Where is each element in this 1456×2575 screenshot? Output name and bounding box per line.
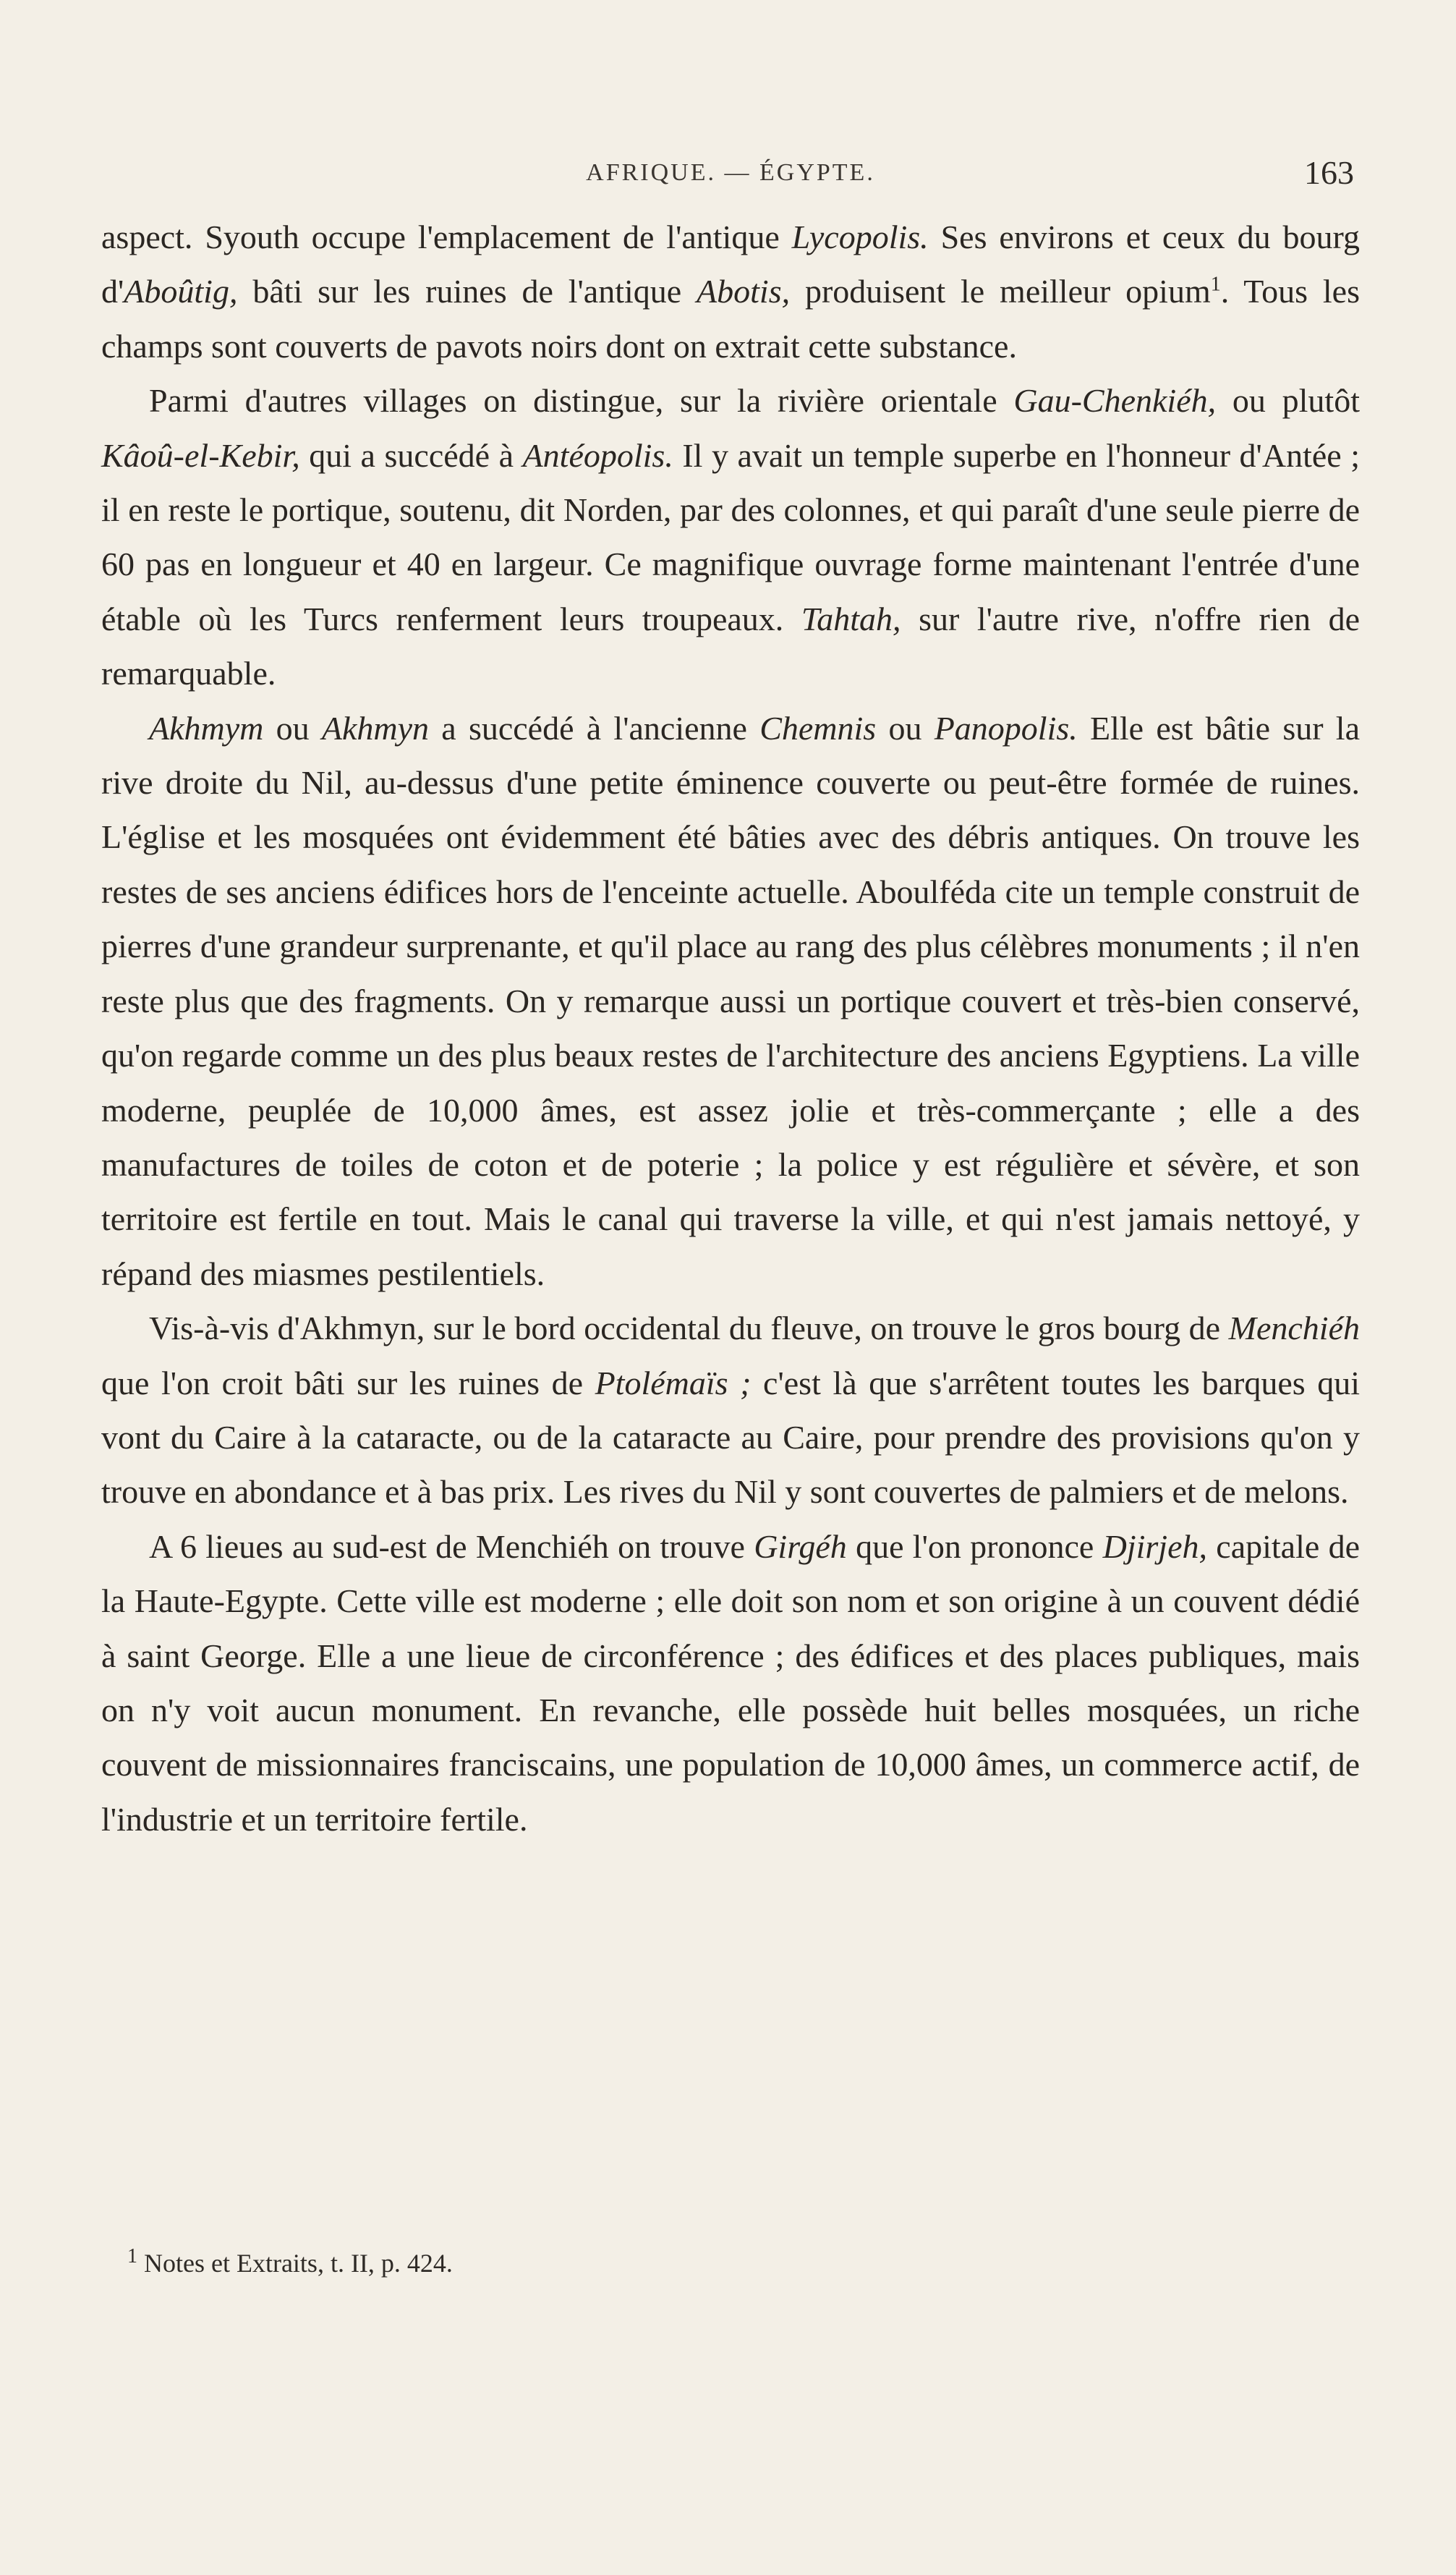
- italic-term: Chemnis: [759, 709, 877, 747]
- text-run: que l'on croit bâti sur les ruines de: [101, 1364, 595, 1401]
- italic-term: Kâoû-el-Kebir,: [101, 436, 300, 474]
- text-run: capitale de la Haute-Egypte. Cette ville est moderne ; elle doit son nom et son origine à un couvent dédié à saint George. Elle a une lieue de circonférence ; des édifices et des places publiques, mais on n'y voit aucun monument. En revanche, elle possède huit belles mosquées, un riche couvent de missionnaires franciscains, une population de 10,000 âmes, un commerce actif, de l'industrie et un territoire fertile.: [101, 1527, 1361, 1838]
- text-run: Ses environs et ceux du bourg d': [101, 219, 1360, 310]
- italic-term: Lycopolis.: [791, 219, 929, 255]
- text-run: Parmi d'autres villages on distingue, sur la rivière orientale: [149, 382, 1014, 420]
- italic-term: Abotis,: [697, 273, 791, 310]
- page-number: 163: [1304, 154, 1354, 191]
- italic-term: Akhmym: [149, 709, 264, 747]
- italic-term: Antéopolis.: [522, 436, 673, 474]
- italic-term: Menchiéh: [1228, 1310, 1360, 1347]
- page-header: [101, 153, 1360, 197]
- footnote-marker: 1: [127, 2245, 137, 2268]
- italic-term: Tahtah,: [801, 600, 901, 637]
- text-run: Elle est bâtie sur la rive droite du Nil, au-dessus d'une petite éminence couverte ou peut-être formée de ruines. L'église et les mosquées ont évidemment été bâties avec des débris antiques. On trouve les restes de ses anciens édifices hors de l'enceinte actuelle. Aboulféda cite un temple construit de pierres d'une grandeur surprenante, et qu'il place au rang des plus célèbres monuments ; il n'en reste plus que des fragments. On y remarque aussi un portique couvert et très-bien conservé, qu'on regarde comme un des plus beaux restes de l'architecture des anciens Egyptiens. La ville moderne, peuplée de 10,000 âmes, est assez jolie et très-commerçante ; elle a des manufactures de toiles de coton et de poterie ; la police y est régulière et sévère, et son territoire est fertile en tout. Mais le canal qui traverse la ville, et qui n'est jamais nettoyé, y répand des miasmes pestilentiels.: [101, 709, 1360, 1292]
- italic-term: Ptolémaïs ;: [595, 1364, 752, 1401]
- italic-term: Girgéh: [754, 1527, 847, 1565]
- running-title: AFRIQUE. — ÉGYPTE.: [586, 159, 875, 186]
- text-run: Il y avait un temple superbe en l'honneur d'Antée ; il en reste le portique, soutenu, dit Norden, par des colonnes, et qui paraît d'une seule pierre de 60 pas en longueur et 40 en largeur. Ce magnifique ouvrage forme maintenant l'entrée d'une étable où les Turcs renferment leurs troupeaux.: [101, 436, 1360, 637]
- italic-term: Aboûtig,: [124, 273, 238, 310]
- paragraph: [101, 1301, 1360, 1519]
- paragraph: [101, 701, 1360, 1301]
- footnote: [127, 2247, 453, 2280]
- text-run: ou plutôt: [1216, 382, 1360, 420]
- text-run: A 6 lieues au sud-est de Menchiéh on trouve: [149, 1527, 754, 1565]
- body-text: [101, 210, 1360, 1846]
- footnote-ref: 1: [1210, 273, 1221, 297]
- italic-term: Gau-Chenkiéh,: [1013, 382, 1217, 420]
- text-run: que l'on prononce: [846, 1527, 1103, 1565]
- paragraph: [101, 1519, 1360, 1846]
- text-run: bâti sur les ruines de l'antique: [237, 273, 697, 310]
- text-run: . Tous les champs sont couverts de pavots noirs dont on extrait cette substance.: [101, 273, 1360, 365]
- text-run: produisent le meilleur opium: [790, 273, 1211, 310]
- text-run: aspect. Syouth occupe l'emplacement de l'antique: [101, 219, 792, 255]
- text-run: qui a succédé à: [299, 436, 523, 474]
- text-run: Vis-à-vis d'Akhmyn, sur le bord occidental du fleuve, on trouve le gros bourg de: [149, 1310, 1229, 1347]
- text-run: ou: [876, 709, 935, 747]
- text-run: ou: [263, 709, 322, 747]
- italic-term: Djirjeh,: [1102, 1527, 1207, 1565]
- footnote-text: Notes et Extraits, t. II, p. 424.: [144, 2249, 453, 2278]
- paragraph: [101, 373, 1360, 700]
- text-run: c'est là que s'arrêtent toutes les barques qui vont du Caire à la cataracte, ou de la cataracte au Caire, pour prendre des provisions qu'on y trouve en abondance et à bas prix. Les rives du Nil y sont couvertes de palmiers et de melons.: [101, 1364, 1360, 1511]
- italic-term: Akhmyn: [321, 709, 430, 747]
- italic-term: Panopolis.: [934, 709, 1078, 747]
- text-run: sur l'autre rive, n'offre rien de remarquable.: [101, 600, 1360, 692]
- text-run: a succédé à l'ancienne: [429, 709, 760, 747]
- paragraph: [101, 210, 1360, 373]
